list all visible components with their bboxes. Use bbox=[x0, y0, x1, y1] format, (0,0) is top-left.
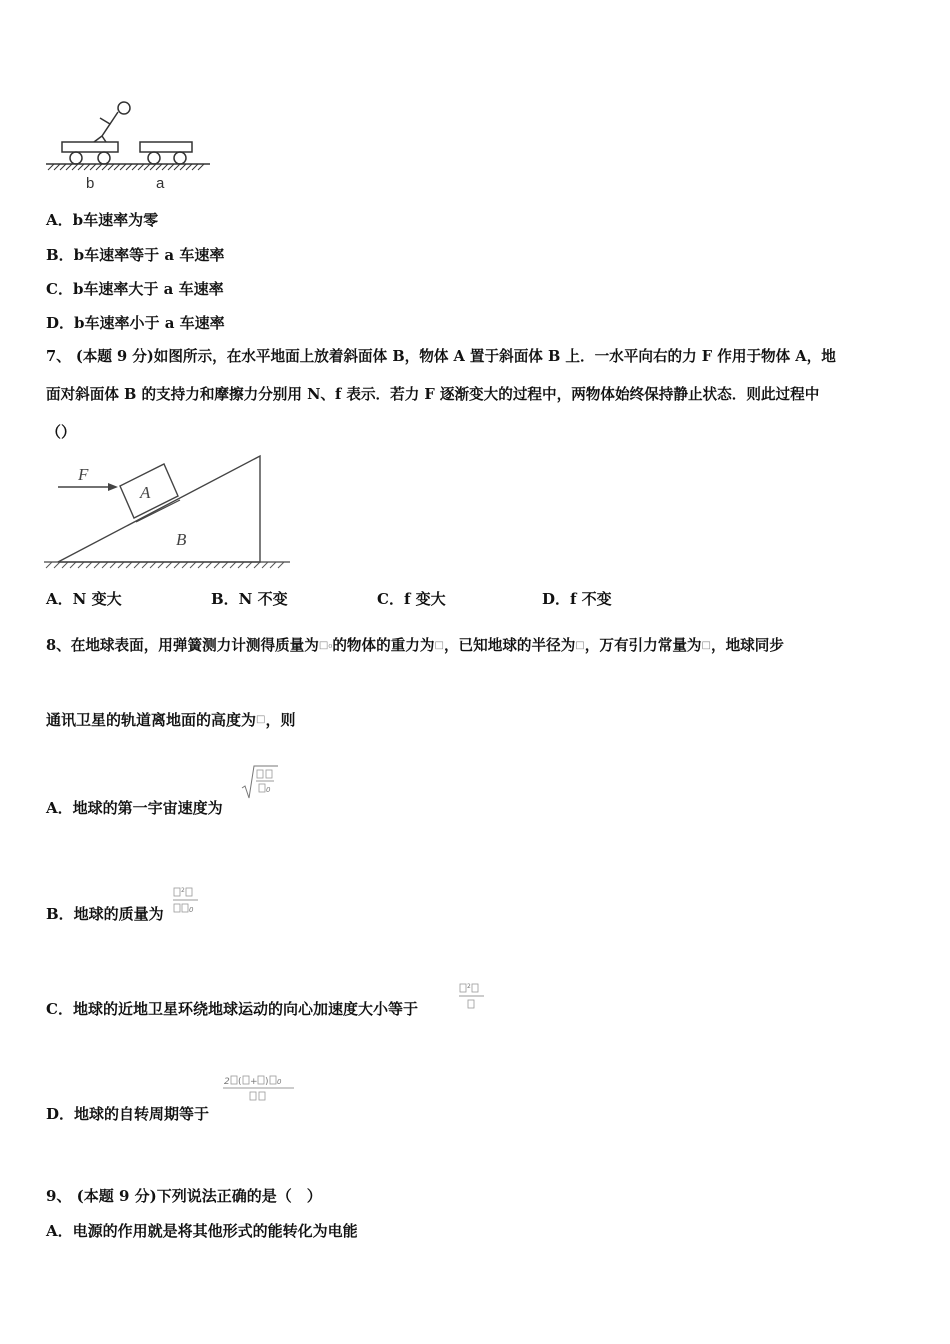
q8-stem-line1-d: ，万有引力常量为 bbox=[584, 637, 702, 654]
svg-text:2: 2 bbox=[467, 983, 471, 990]
svg-text:+: + bbox=[250, 1077, 258, 1087]
q8-stem-line2 bbox=[46, 710, 295, 730]
q9-stem: 9、 (本题 9 分)下列说法正确的是（ ） bbox=[46, 1187, 322, 1205]
formula-b-icon bbox=[172, 884, 202, 920]
label-B: B bbox=[176, 530, 187, 549]
q8-stem-line1 bbox=[46, 636, 784, 656]
q7-stem-line2: 面对斜面体 B 的支持力和摩擦力分别用 N、f 表示．若力 F 逐渐变大的过程中，两物体始终保持静止状态．则此过程中 bbox=[46, 386, 820, 403]
q8-option-b[interactable]: B．地球的质量为 bbox=[46, 905, 164, 923]
person-figure bbox=[94, 102, 130, 142]
q6-option-d[interactable]: D．b车速率小于 a 车速率 bbox=[46, 314, 225, 332]
constant-symbol-placeholder: □ bbox=[701, 640, 711, 651]
svg-text:0: 0 bbox=[189, 906, 194, 914]
q8-option-d[interactable]: D．地球的自转周期等于 bbox=[46, 1105, 210, 1123]
q9-option-a[interactable]: A．电源的作用就是将其他形式的能转化为电能 bbox=[46, 1222, 358, 1240]
gravity-symbol-placeholder: □ bbox=[434, 640, 444, 651]
incline-figure bbox=[44, 452, 294, 576]
label-A: A bbox=[140, 483, 151, 502]
q8-option-a[interactable]: A．地球的第一宇宙速度为 bbox=[46, 799, 223, 817]
svg-text:(: ( bbox=[238, 1077, 242, 1087]
cart-a bbox=[140, 142, 192, 152]
label-F: F bbox=[78, 465, 89, 484]
svg-text:): ) bbox=[265, 1077, 269, 1087]
formula-a-icon bbox=[240, 762, 280, 804]
height-symbol-placeholder: □ bbox=[256, 714, 266, 725]
q6-option-c[interactable]: C．b车速率大于 a 车速率 bbox=[46, 280, 224, 298]
carts-figure bbox=[44, 96, 214, 196]
svg-text:0: 0 bbox=[266, 786, 271, 794]
q7-option-a[interactable]: A．N 变大 bbox=[46, 590, 122, 608]
q7-option-b[interactable]: B．N 不变 bbox=[211, 590, 288, 608]
q7-stem-line3: （） bbox=[46, 423, 77, 441]
q8-stem-line2-a: 通讯卫星的轨道离地面的高度为 bbox=[46, 711, 257, 729]
q8-stem-line1-a: 8、在地球表面，用弹簧测力计测得质量为 bbox=[46, 637, 319, 654]
svg-text:2: 2 bbox=[224, 1077, 230, 1087]
q7-option-d[interactable]: D．f 不变 bbox=[542, 590, 612, 608]
radius-symbol-placeholder: □ bbox=[575, 640, 585, 651]
q6-option-a[interactable]: A．b车速率为零 bbox=[46, 211, 159, 229]
formula-c-icon bbox=[458, 978, 488, 1014]
formula-d-icon bbox=[222, 1070, 298, 1106]
q7-stem-line1: 7、 (本题 9 分)如图所示，在水平地面上放着斜面体 B，物体 A 置于斜面体 B 上．一水平向右的力 F 作用于物体 A，地 bbox=[46, 348, 836, 365]
svg-text:0: 0 bbox=[277, 1078, 282, 1086]
label-b: b bbox=[86, 175, 95, 192]
q8-stem-line1-b: 的物体的重力为 bbox=[332, 637, 435, 654]
svg-text:2: 2 bbox=[181, 887, 185, 894]
q8-option-c[interactable]: C．地球的近地卫星环绕地球运动的向心加速度大小等于 bbox=[46, 1000, 418, 1018]
q7-option-c[interactable]: C．f 变大 bbox=[377, 590, 446, 608]
mass-symbol-placeholder: □₀ bbox=[318, 640, 333, 651]
q8-stem-line2-b: ，则 bbox=[265, 711, 296, 729]
q8-stem-line1-e: ，地球同步 bbox=[710, 637, 784, 654]
q6-option-b[interactable]: B．b车速率等于 a 车速率 bbox=[46, 246, 225, 264]
label-a: a bbox=[156, 175, 165, 192]
q8-stem-line1-c: ，已知地球的半径为 bbox=[443, 637, 576, 654]
cart-b bbox=[62, 142, 118, 152]
